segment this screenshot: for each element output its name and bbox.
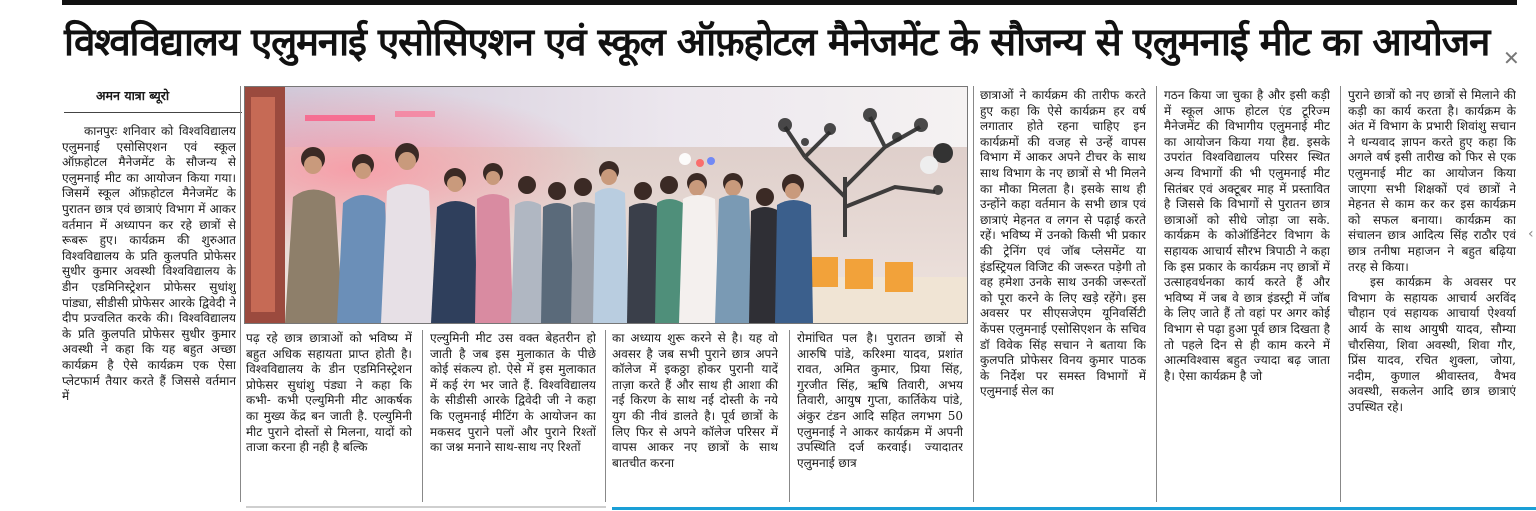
headline: विश्वविद्यालय एलुमनाई एसोसिएशन एवं स्कूल ऑफ़होटल मैनेजमेंट के सौजन्य से एलुमनाई मीट का आयोजन (64, 20, 1490, 65)
bottom-rule (246, 506, 606, 508)
paragraph: छात्राओं ने कार्यक्रम की तारीफ करते हुए कहा कि ऐसे कार्यक्रम हर वर्ष लगातार होते रहना चाहिए इन कार्यक्रमों की वजह से उन्हें वापस विभाग में आकर अपने टीचर के साथ साथ विभाग के नए छात्रों से भी मिलने का मौका मिलता है। इसके साथ ही उन्होंने कहा वर्तमान के सभी छात्र एवं छात्राएं मेहनत व लगन से पढ़ाई करते रहें। भविष्य में उनको किसी भी प्रकार की ट्रेनिंग एवं जॉब प्लेसमेंट या इंडस्ट्रियल विजिट की जरूरत पड़ेगी तो वह हमेशा उनके साथ उनकी जरूरतों को पूरा करने के लिए खड़े रहेंगे। इस अवसर पर सीएसजेएम यूनिवर्सिटी केंपस एलुमनाई एसोसिएशन के सचिव डॉ विवेक सिंह सचान ने बताया कि कुलपति प्रोफेसर विनय कुमार पाठक के निर्देश पर समस्त विभागों में एलुमनाई सेल का (980, 88, 1146, 399)
column-rule (605, 330, 606, 502)
paragraph: का अध्याय शुरू करने से है। यह वो अवसर है जब सभी पुराने छात्र अपने कॉलेज में इकठ्ठा होकर पुरानी यादें ताज़ा करते हैं और साथ ही आशा की नई किरण के साथ नई दोस्ती के नये युग की नीवं डालते है। पूर्व छात्रों के लिए फिर से अपने कॉलेज परिसर में वापस आकर नए छात्रों के साथ बातचीत करना (612, 331, 778, 470)
close-icon[interactable]: ✕ (1503, 46, 1520, 70)
byline: अमन यात्रा ब्यूरो (96, 88, 170, 103)
article-column-7 (1164, 88, 1330, 500)
article-column-4 (612, 331, 778, 501)
top-rule (62, 0, 1517, 5)
paragraph: इस कार्यक्रम के अवसर पर विभाग के सहायक आचार्य अरविंद चौहान एवं सहायक आचार्या ऐश्वर्या आर्य के साथ आयुषी यादव, सौम्या चौरसिया, शिवा अवस्थी, शिवा गौर, प्रिंस यादव, रचित शुक्ला, जोया, नदीम, कुणाल श्रीवास्तव, वैभव अवस्थी, सकलेन आदि छात्र छात्राएं उपस्थित रहे। (1348, 275, 1516, 414)
article-column-8 (1348, 88, 1516, 500)
column-rule (240, 86, 241, 502)
paragraph: गठन किया जा चुका है और इसी कड़ी में स्कूल आफ होटल एंड टूरिज्म मैनेजमेंट की विभागीय एलुमनाई मीट का आयोजन किया गया हैद्य. इसके उपरांत विश्वविद्यालय परिसर स्थित अन्य विभागों की भी एलुमनाई मीट सितंबर एवं अक्टूबर माह में प्रस्तावित है जिससे कि विभागों से पुरातन छात्र छात्राओं को सीधे जोड़ा जा सके. कार्यक्रम के कोऑर्डिनेटर विभाग के सहायक आचार्य सौरभ त्रिपाठी ने कहा कि इस प्रकार के कार्यक्रम नए छात्रों में उत्साहवर्धनका कार्य करते हैं और भविष्य में जब वे छात्र इंडस्ट्री में जॉब के लिए जाते हैं तो वहां पर अगर कोई विभाग से पढ़ा हुआ पूर्व छात्र दिखता है तो पहले दिन से ही काम करने में आत्मविश्वास बहुत ज्यादा बढ़ जाता है। ऐसा कार्यक्रम है जो (1164, 88, 1330, 383)
paragraph: पुराने छात्रों को नए छात्रों से मिलाने की कड़ी का कार्य करता है। कार्यक्रम के अंत में विभाग के प्रभारी शिवांशु सचान ने धन्यवाद ज्ञापन करते हुए कहा कि अगले वर्ष इसी तारीख को फिर से एक एलुमनाई मीट का आयोजन किया जाएगा सभी शिक्षकों एवं छात्रों ने मेहनत से काम कर कर इस कार्यक्रम को सफल बनाया। कार्यक्रम का संचालन छात्र आदित्य सिंह राठौर एवं छात्र तनीषा महाजन ने बहुत बढ़िया तरह से किया। (1348, 88, 1516, 274)
byline-rule (64, 112, 242, 113)
paragraph: रोमांचित पल है। पुरातन छात्रों से आरुषि पांडे, करिश्मा यादव, प्रशांत रावत, अमित कुमार, प्रिया सिंह, गुरजीत सिंह, ऋषि तिवारी, अभय तिवारी, आयुष गुप्ता, कार्तिकेय पांडे, अंकुर टंडन आदि सहित लगभग 50 एलुमनाई ने आकर कार्यक्रम में अपनी उपस्थिति दर्ज करवाई। ज्यादातर एलुमनाई छात्र (797, 331, 963, 470)
column-rule (422, 330, 423, 502)
article-column-6 (980, 88, 1146, 500)
column-rule (973, 86, 974, 502)
column-rule (1340, 86, 1341, 502)
paragraph: एल्युमिनी मीट उस वक्त बेहतरीन हो जाती है जब इस मुलाकात के पीछे कोई संकल्प हो. ऐसे में इस मुलाकात में कई रंग भर जाते हैं. विश्वविद्यालय के सीडीसी आरके द्विवेदी जी ने कहा कि एलुमनाई मीटिंग के आयोजन का मकसद पुराने पलों और पुराने रिश्तों का जश्न मनाने साथ-साथ नए रिश्तों (430, 331, 596, 455)
article-column-3 (430, 331, 596, 501)
bottom-accent-bar (612, 507, 1536, 510)
article-column-2 (246, 331, 412, 501)
paragraph: पढ़ रहे छात्र छात्राओं को भविष्य में बहुत अधिक सहायता प्राप्त होती है।विश्वविद्यालय के डीन एडमिनिस्ट्रेशन प्रोफेसर सुधांशु पंड्या ने कहा कि कभी- कभी एल्युमिनी मीट आकर्षक का मुख्य केंद्र बन जाती है. एल्युमिनी मीट पुराने दोस्तों से मिलना, यादों को ताजा करना ही नही है बल्कि (246, 331, 412, 455)
event-photo (244, 86, 968, 324)
article-column-5 (797, 331, 963, 501)
paragraph: कानपुरः शनिवार को विश्वविद्यालय एलुमनाई एसोसिएशन एवं स्कूल ऑफ़होटल मैनेजमेंट के सौजन्य से एलुमनाई मीट का आयोजन किया गया। जिसमें स्कूल ऑफ़होटल मैनेजमेंट के पुरातन छात्र एवं छात्राएं विभाग में आकर वर्तमान में अध्यापन कर रहे छात्रों से रूबरू हुए। कार्यक्रम की शुरुआत विश्वविद्यालय के प्रति कुलपति प्रोफेसर सुधीर कुमार अवस्थी विश्वविद्यालय के डीन एडमिनिस्ट्रेशन प्रोफेसर सुधांशु पांड्या, सीडीसी प्रोफेसर आरके द्विवेदी ने दीप प्रज्वलित करके की। विश्वविद्यालय के प्रति कुलपति प्रोफेसर सुधीर कुमार अवस्थी ने कहा कि यह बहुत अच्छा कार्यक्रम है ऐसे कार्यक्रम एक ऐसा प्लेटफार्म तैयार करते हैं जिससे वर्तमान में (62, 124, 236, 404)
article-column-1 (62, 124, 236, 498)
edge-arrow-icon: ‹ (1528, 226, 1534, 242)
column-rule (789, 330, 790, 502)
column-rule (1156, 86, 1157, 502)
